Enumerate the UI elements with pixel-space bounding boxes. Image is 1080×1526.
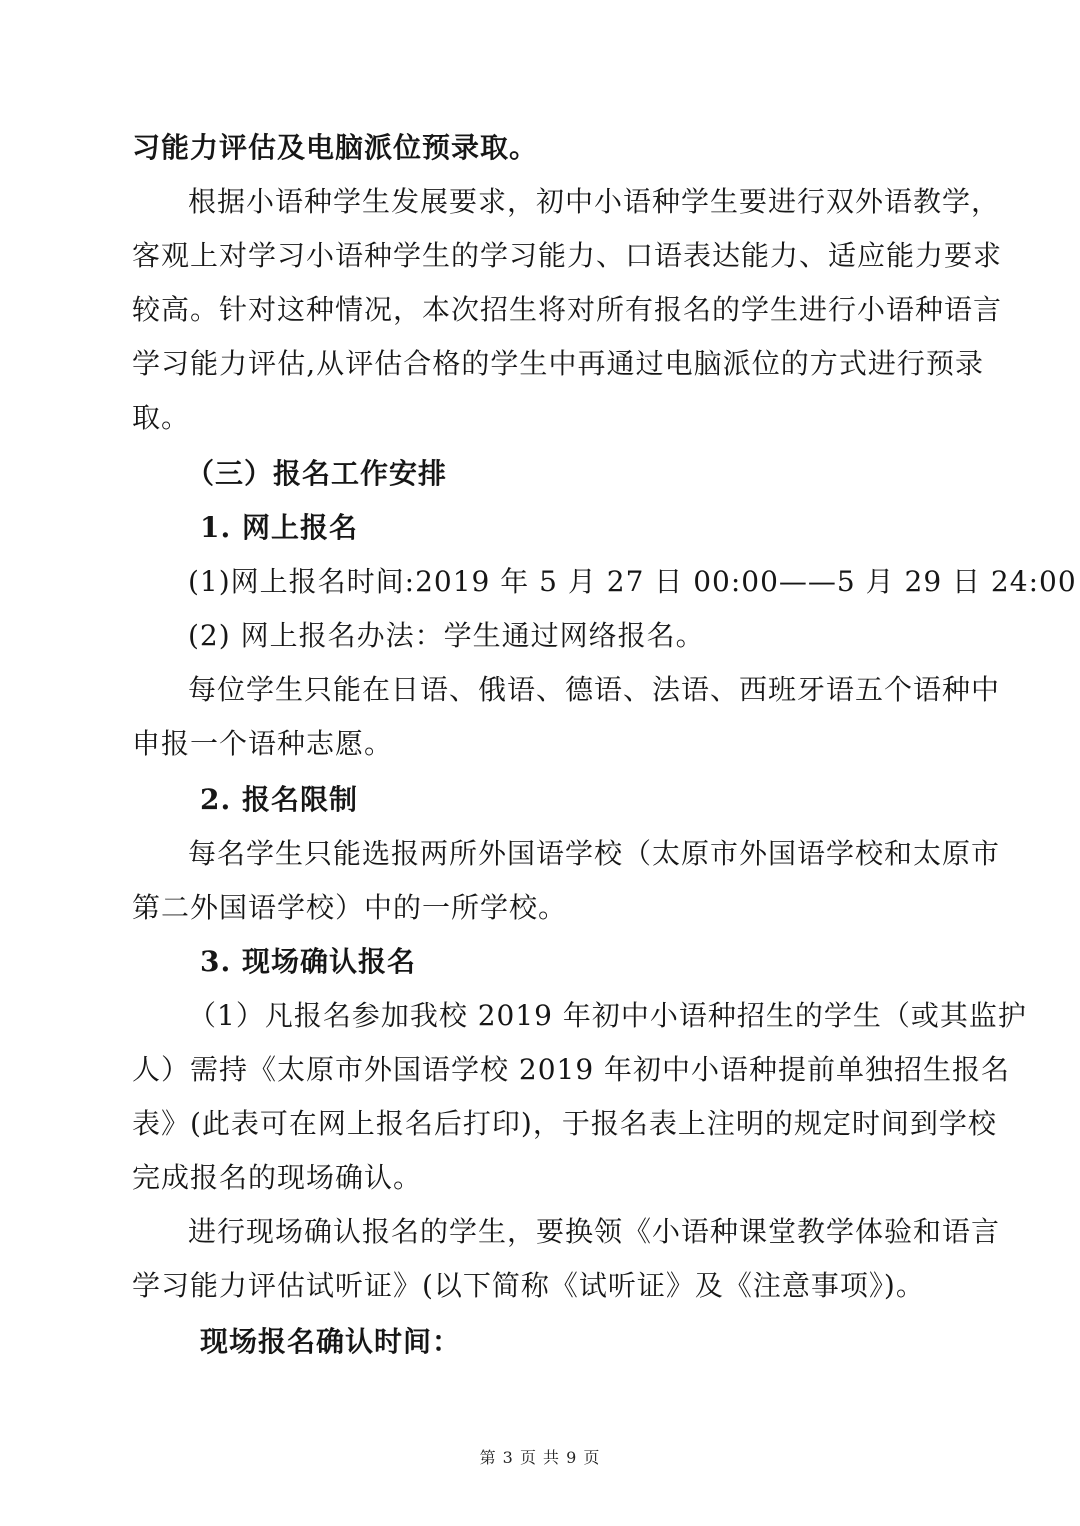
paragraph-line: (2) 网上报名办法：学生通过网络报名。 bbox=[188, 619, 705, 652]
paragraph-line: 第二外国语学校）中的一所学校。 bbox=[132, 891, 568, 924]
paragraph-line: 申报一个语种志愿。 bbox=[132, 727, 394, 760]
page-footer: 第 3 页 共 9 页 bbox=[479, 1448, 601, 1467]
paragraph-line: 学习能力评估,从评估合格的学生中再通过电脑派位的方式进行预录 bbox=[132, 347, 984, 380]
paragraph-line: 人）需持《太原市外国语学校 2019 年初中小语种提前单独招生报名 bbox=[132, 1053, 1011, 1086]
subsection-heading: 3. 现场确认报名 bbox=[200, 945, 416, 978]
paragraph-line: 客观上对学习小语种学生的学习能力、口语表达能力、适应能力要求 bbox=[132, 239, 1003, 272]
paragraph-line: 取。 bbox=[132, 401, 191, 434]
paragraph-line: 完成报名的现场确认。 bbox=[132, 1161, 423, 1194]
paragraph-line: (1)网上报名时间:2019 年 5 月 27 日 00:00——5 月 29 日 24:00 bbox=[188, 565, 1077, 598]
paragraph-line: 每名学生只能选报两所外国语学校（太原市外国语学校和太原市 bbox=[188, 837, 1001, 870]
paragraph-line: 表》(此表可在网上报名后打印)，于报名表上注明的规定时间到学校 bbox=[132, 1107, 997, 1140]
subsection-heading: 1. 网上报名 bbox=[200, 511, 358, 544]
paragraph-line: （1）凡报名参加我校 2019 年初中小语种招生的学生（或其监护 bbox=[188, 999, 1027, 1032]
section-heading: （三）报名工作安排 bbox=[186, 457, 448, 490]
subsection-heading: 现场报名确认时间： bbox=[200, 1325, 462, 1358]
paragraph-line: 每位学生只能在日语、俄语、德语、法语、西班牙语五个语种中 bbox=[188, 673, 1001, 706]
paragraph-line: 习能力评估及电脑派位预录取。 bbox=[132, 131, 539, 164]
subsection-heading: 2. 报名限制 bbox=[200, 783, 358, 816]
paragraph-line: 进行现场确认报名的学生，要换领《小语种课堂教学体验和语言 bbox=[188, 1215, 1001, 1248]
paragraph-line: 根据小语种学生发展要求，初中小语种学生要进行双外语教学， bbox=[188, 185, 1001, 218]
paragraph-line: 较高。针对这种情况，本次招生将对所有报名的学生进行小语种语言 bbox=[132, 293, 1003, 326]
paragraph-line: 学习能力评估试听证》(以下简称《试听证》及《注意事项》)。 bbox=[132, 1269, 925, 1302]
